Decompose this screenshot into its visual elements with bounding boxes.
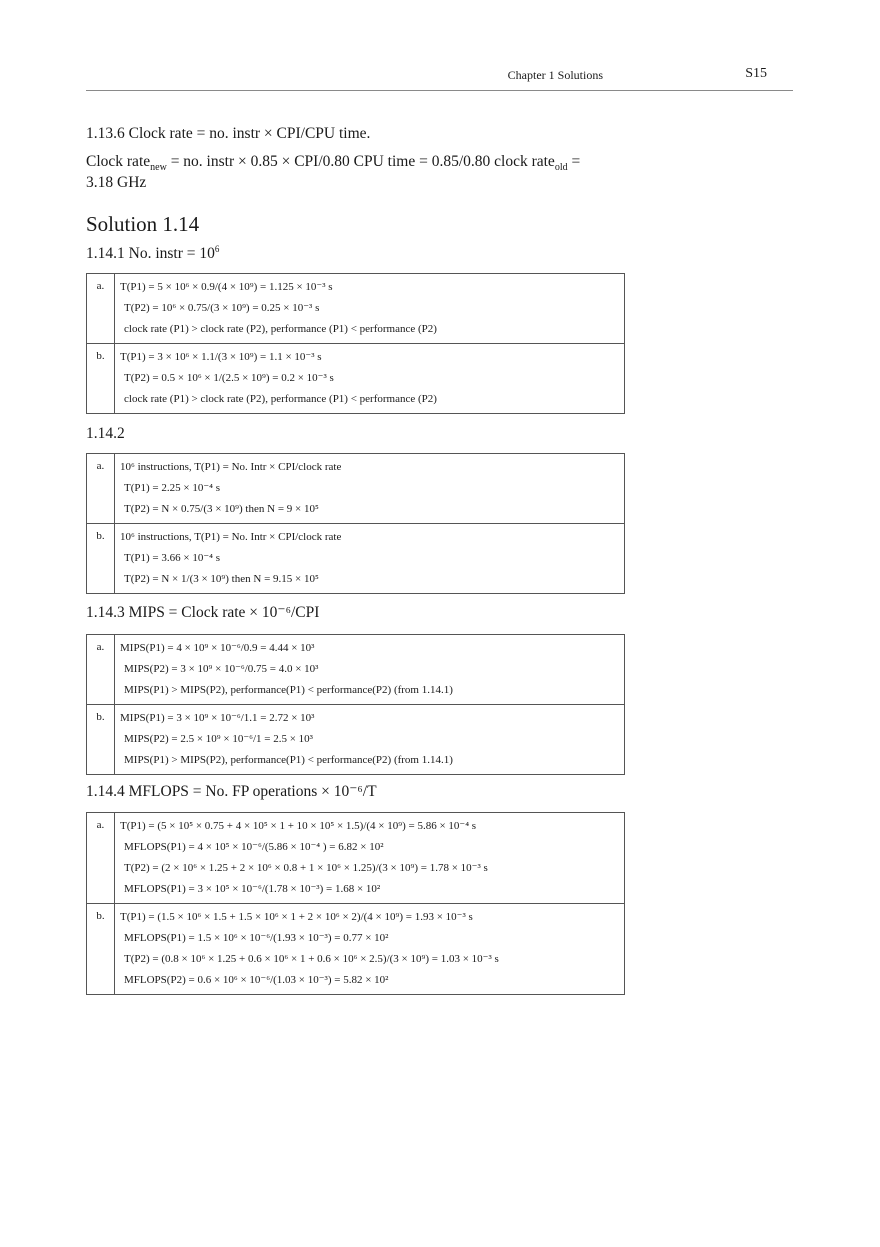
row-content bbox=[115, 904, 625, 995]
chapter-title: Chapter 1 Solutions bbox=[507, 68, 603, 82]
section-heading-1-14-3: 1.14.3 MIPS = Clock rate × 10⁻⁶/CPI bbox=[86, 604, 320, 621]
row-label: b. bbox=[87, 904, 115, 995]
row-content bbox=[115, 344, 625, 414]
row-content bbox=[115, 705, 625, 775]
table-row bbox=[87, 904, 625, 995]
equation-line: 10⁶ instructions, T(P1) = No. Intr × CPI/clock rate bbox=[120, 461, 342, 473]
equation-line: MIPS(P1) > MIPS(P2), performance(P1) < performance(P2) (from 1.14.1) bbox=[124, 754, 453, 766]
table-1-14-1 bbox=[86, 273, 625, 414]
equation-line: MFLOPS(P1) = 4 × 10⁵ × 10⁻⁶/(5.86 × 10⁻⁴ ) = 6.82 × 10² bbox=[124, 841, 384, 853]
row-label: a. bbox=[87, 813, 115, 904]
equation-line: T(P2) = 10⁶ × 0.75/(3 × 10⁹) = 0.25 × 10⁻³ s bbox=[124, 302, 320, 314]
row-content bbox=[115, 454, 625, 524]
table-row bbox=[87, 635, 625, 705]
equation-line: MFLOPS(P1) = 3 × 10⁵ × 10⁻⁶/(1.78 × 10⁻³) = 1.68 × 10² bbox=[124, 883, 381, 895]
row-label: b. bbox=[87, 344, 115, 414]
equation-line: T(P1) = 3 × 10⁶ × 1.1/(3 × 10⁹) = 1.1 × 10⁻³ s bbox=[120, 351, 322, 363]
table-1-14-3 bbox=[86, 634, 625, 775]
equation-line: T(P1) = (1.5 × 10⁶ × 1.5 + 1.5 × 10⁶ × 1 + 2 × 10⁶ × 2)/(4 × 10⁹) = 1.93 × 10⁻³ s bbox=[120, 911, 473, 923]
solution-title: Solution 1.14 bbox=[86, 212, 200, 236]
row-content bbox=[115, 274, 625, 344]
equation-line: T(P1) = 2.25 × 10⁻⁴ s bbox=[124, 482, 220, 494]
equation-line: T(P1) = (5 × 10⁵ × 0.75 + 4 × 10⁵ × 1 + 10 × 10⁵ × 1.5)/(4 × 10⁹) = 5.86 × 10⁻⁴ s bbox=[120, 820, 477, 832]
section-heading-1-14-1: 1.14.1 No. instr = $10^6$ bbox=[86, 244, 220, 262]
equation-line: 10⁶ instructions, T(P1) = No. Intr × CPI/clock rate bbox=[120, 531, 342, 543]
equation-line: MIPS(P2) = 3 × 10⁹ × 10⁻⁶/0.75 = 4.0 × 10³ bbox=[124, 663, 319, 675]
row-content bbox=[115, 813, 625, 904]
page-number: S15 bbox=[745, 66, 767, 81]
derivation-line: Clock rate$_{new}$ = no. instr × 0.85 × CPI/0.80 CPU time = 0.85/0.80 clock rate$_{old}$ = bbox=[86, 153, 581, 173]
row-content bbox=[115, 524, 625, 594]
derivation-result: 3.18 GHz bbox=[86, 174, 147, 192]
equation-line: MFLOPS(P1) = 1.5 × 10⁶ × 10⁻⁶/(1.93 × 10⁻³) = 0.77 × 10² bbox=[124, 932, 389, 944]
table-1-14-4 bbox=[86, 812, 625, 995]
equation-line: MIPS(P1) = 4 × 10⁹ × 10⁻⁶/0.9 = 4.44 × 10³ bbox=[120, 642, 315, 654]
table-row bbox=[87, 274, 625, 344]
equation-line: T(P2) = (0.8 × 10⁶ × 1.25 + 0.6 × 10⁶ × 1 + 0.6 × 10⁶ × 2.5)/(3 × 10⁹) = 1.03 × 10⁻³ s bbox=[124, 953, 499, 965]
equation-line: T(P1) = 3.66 × 10⁻⁴ s bbox=[124, 552, 220, 564]
table-row bbox=[87, 524, 625, 594]
row-label: b. bbox=[87, 705, 115, 775]
equation-line: T(P1) = 5 × 10⁶ × 0.9/(4 × 10⁹) = 1.125 × 10⁻³ s bbox=[120, 281, 333, 293]
row-label: b. bbox=[87, 524, 115, 594]
section-heading-1-14-4: 1.14.4 MFLOPS = No. FP operations × 10⁻⁶/T bbox=[86, 783, 377, 800]
equation-line: T(P2) = (2 × 10⁶ × 1.25 + 2 × 10⁶ × 0.8 + 1 × 10⁶ × 1.25)/(3 × 10⁹) = 1.78 × 10⁻³ s bbox=[124, 862, 488, 874]
row-label: a. bbox=[87, 274, 115, 344]
equation-line: T(P2) = N × 0.75/(3 × 10⁹) then N = 9 × 10⁵ bbox=[124, 503, 319, 515]
equation-line: clock rate (P1) > clock rate (P2), performance (P1) < performance (P2) bbox=[124, 393, 437, 405]
row-content bbox=[115, 635, 625, 705]
clock-rate-derivation bbox=[86, 153, 632, 193]
section-heading-1-14-2: 1.14.2 bbox=[86, 425, 125, 442]
table-row bbox=[87, 344, 625, 414]
equation-line: MIPS(P1) > MIPS(P2), performance(P1) < performance(P2) (from 1.14.1) bbox=[124, 684, 453, 696]
table-row bbox=[87, 454, 625, 524]
table-row bbox=[87, 705, 625, 775]
equation-line: MIPS(P2) = 2.5 × 10⁹ × 10⁻⁶/1 = 2.5 × 10³ bbox=[124, 733, 313, 745]
equation-line: clock rate (P1) > clock rate (P2), performance (P1) < performance (P2) bbox=[124, 323, 437, 335]
answer-1-13-6: 1.13.6 Clock rate = no. instr × CPI/CPU time. bbox=[86, 125, 371, 142]
running-header bbox=[86, 66, 793, 91]
equation-line: MIPS(P1) = 3 × 10⁹ × 10⁻⁶/1.1 = 2.72 × 10³ bbox=[120, 712, 315, 724]
row-label: a. bbox=[87, 635, 115, 705]
equation-line: MFLOPS(P2) = 0.6 × 10⁶ × 10⁻⁶/(1.03 × 10⁻³) = 5.82 × 10² bbox=[124, 974, 389, 986]
equation-line: T(P2) = N × 1/(3 × 10⁹) then N = 9.15 × 10⁵ bbox=[124, 573, 319, 585]
table-row bbox=[87, 813, 625, 904]
equation-line: T(P2) = 0.5 × 10⁶ × 1/(2.5 × 10⁹) = 0.2 × 10⁻³ s bbox=[124, 372, 334, 384]
row-label: a. bbox=[87, 454, 115, 524]
table-1-14-2 bbox=[86, 453, 625, 594]
